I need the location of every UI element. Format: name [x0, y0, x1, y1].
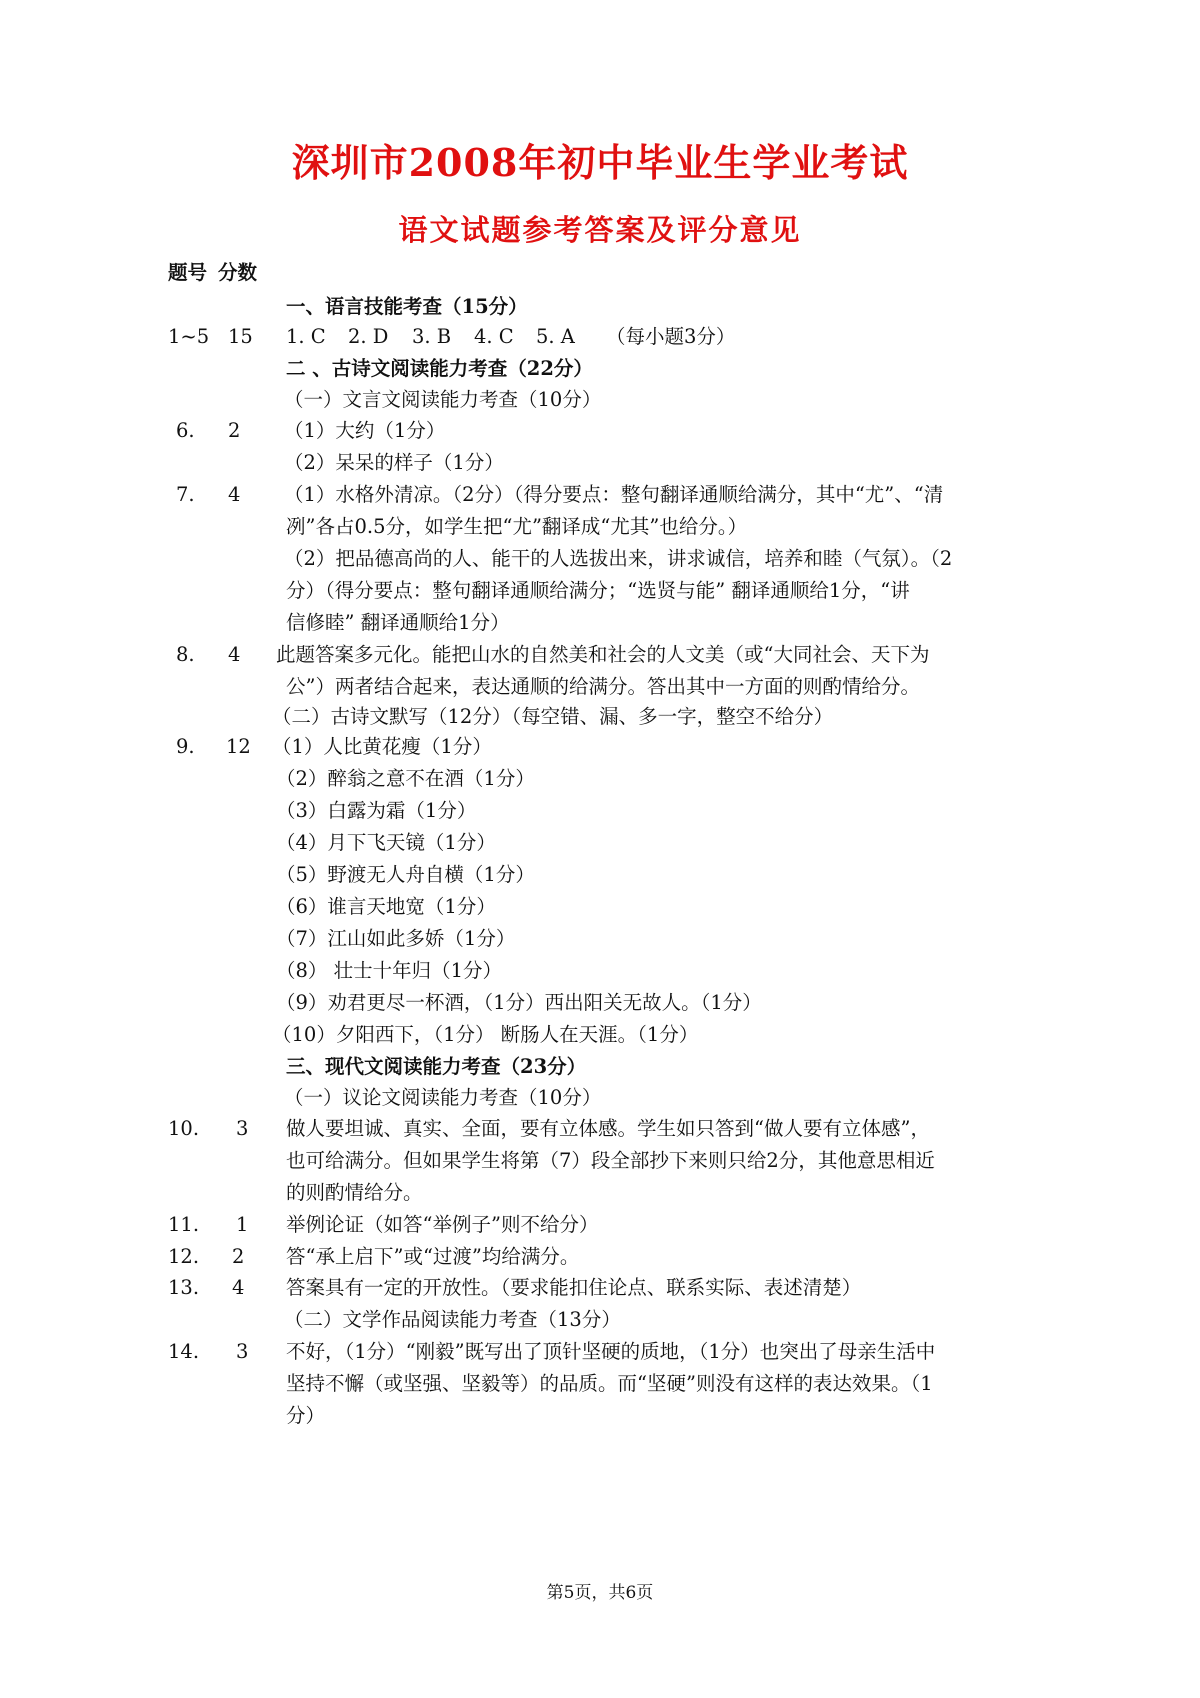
answer-choice: 5. A: [536, 325, 575, 348]
answer-line: （5）野渡无人舟自横（1分）: [276, 863, 535, 886]
answer-line: 做人要坦诚、真实、全面，要有立体感。学生如只答到“做人要有立体感”，: [286, 1117, 930, 1140]
column-header-score: 分数: [218, 261, 258, 284]
answer-line: 也可给满分。但如果学生将第（7）段全部抄下来则只给2分，其他意思相近: [286, 1149, 935, 1172]
document-title: 深圳市2008年初中毕业生学业考试: [291, 140, 909, 185]
answer-line: 坚持不懈（或坚强、坚毅等）的品质。而“坚硬”则没有这样的表达效果。（1: [286, 1372, 933, 1395]
answer-line: 答“承上启下”或“过渡”均给满分。: [286, 1245, 580, 1268]
question-score: 12: [226, 735, 251, 758]
question-score: 4: [232, 1276, 245, 1299]
section-heading-1: 一、语言技能考查（15分）: [286, 295, 528, 318]
answer-line: 分）（得分要点：整句翻译通顺给满分；“选贤与能” 翻译通顺给1分，“讲: [286, 579, 910, 602]
answer-line: 分）: [286, 1404, 326, 1427]
answer-line: （9）劝君更尽一杯酒，（1分）西出阳关无故人。（1分）: [276, 991, 762, 1014]
section-heading-2: 二 、古诗文阅读能力考查（22分）: [286, 357, 593, 380]
question-score: 3: [236, 1340, 249, 1363]
question-number: 1~5: [168, 325, 210, 348]
subsection-heading: （一）议论文阅读能力考查（10分）: [284, 1086, 602, 1109]
answer-line: 的则酌情给分。: [286, 1181, 423, 1204]
question-score: 3: [236, 1117, 249, 1140]
answer-line: 答案具有一定的开放性。（要求能扣住论点、联系实际、表述清楚）: [286, 1276, 862, 1299]
answer-line: （1）水格外清凉。（2分）（得分要点：整句翻译通顺给满分，其中“尤”、“清: [284, 483, 944, 506]
answer-choice: 4. C: [474, 325, 514, 348]
question-score: 4: [228, 483, 241, 506]
answer-line: （4）月下飞天镜（1分）: [276, 831, 496, 854]
answer-choice: 2. D: [348, 325, 389, 348]
question-number: 8.: [176, 643, 195, 666]
question-number: 12.: [168, 1245, 200, 1268]
answer-line: （2）把品德高尚的人、能干的人选拔出来，讲求诚信，培养和睦（气氛）。（2: [284, 547, 953, 570]
question-score: 4: [228, 643, 241, 666]
question-number: 11.: [168, 1213, 200, 1236]
document-subtitle: 语文试题参考答案及评分意见: [398, 213, 802, 247]
answer-choice: 3. B: [412, 325, 452, 348]
question-number: 14.: [168, 1340, 200, 1363]
answer-line: 不好，（1分）“刚毅”既写出了顶针坚硬的质地，（1分）也突出了母亲生活中: [286, 1340, 936, 1363]
question-score: 15: [228, 325, 253, 348]
answer-choice: 1. C: [286, 325, 326, 348]
answer-line: （6）谁言天地宽（1分）: [276, 895, 496, 918]
answer-line: 举例论证（如答“举例子”则不给分）: [286, 1213, 599, 1236]
answer-line: 公”）两者结合起来，表达通顺的给满分。答出其中一方面的则酌情给分。: [286, 675, 920, 698]
answer-line: （1）大约（1分）: [284, 419, 446, 442]
question-number: 7.: [176, 483, 195, 506]
question-score: 2: [232, 1245, 245, 1268]
answer-line: （2）醉翁之意不在酒（1分）: [276, 767, 535, 790]
page-number: 第5页，共6页: [546, 1583, 654, 1603]
answer-line: 此题答案多元化。能把山水的自然美和社会的人文美（或“大同社会、天下为: [276, 643, 930, 666]
subsection-heading: （二）古诗文默写（12分）（每空错、漏、多一字，整空不给分）: [272, 705, 834, 728]
answer-line: （8） 壮士十年归（1分）: [276, 959, 503, 982]
column-header-number: 题号: [168, 261, 208, 284]
question-number: 6.: [176, 419, 195, 442]
answer-line: （2）呆呆的样子（1分）: [284, 451, 504, 474]
question-number: 10.: [168, 1117, 200, 1140]
subsection-heading: （二）文学作品阅读能力考查（13分）: [284, 1308, 621, 1331]
question-score: 1: [236, 1213, 249, 1236]
question-number: 9.: [176, 735, 195, 758]
question-score: 2: [228, 419, 241, 442]
subsection-heading: （一）文言文阅读能力考查（10分）: [284, 388, 602, 411]
answer-line: （1）人比黄花瘦（1分）: [272, 735, 492, 758]
section-heading-3: 三、现代文阅读能力考查（23分）: [286, 1055, 587, 1078]
answer-note: （每小题3分）: [606, 325, 736, 348]
answer-line: 信修睦” 翻译通顺给1分）: [286, 611, 510, 634]
answer-line: 冽”各占0.5分，如学生把“尤”翻译成“尤其”也给分。）: [286, 515, 748, 538]
answer-line: （7）江山如此多娇（1分）: [276, 927, 516, 950]
answer-line: （3）白露为霜（1分）: [276, 799, 477, 822]
question-number: 13.: [168, 1276, 200, 1299]
answer-line: （10）夕阳西下，（1分） 断肠人在天涯。（1分）: [272, 1023, 699, 1046]
